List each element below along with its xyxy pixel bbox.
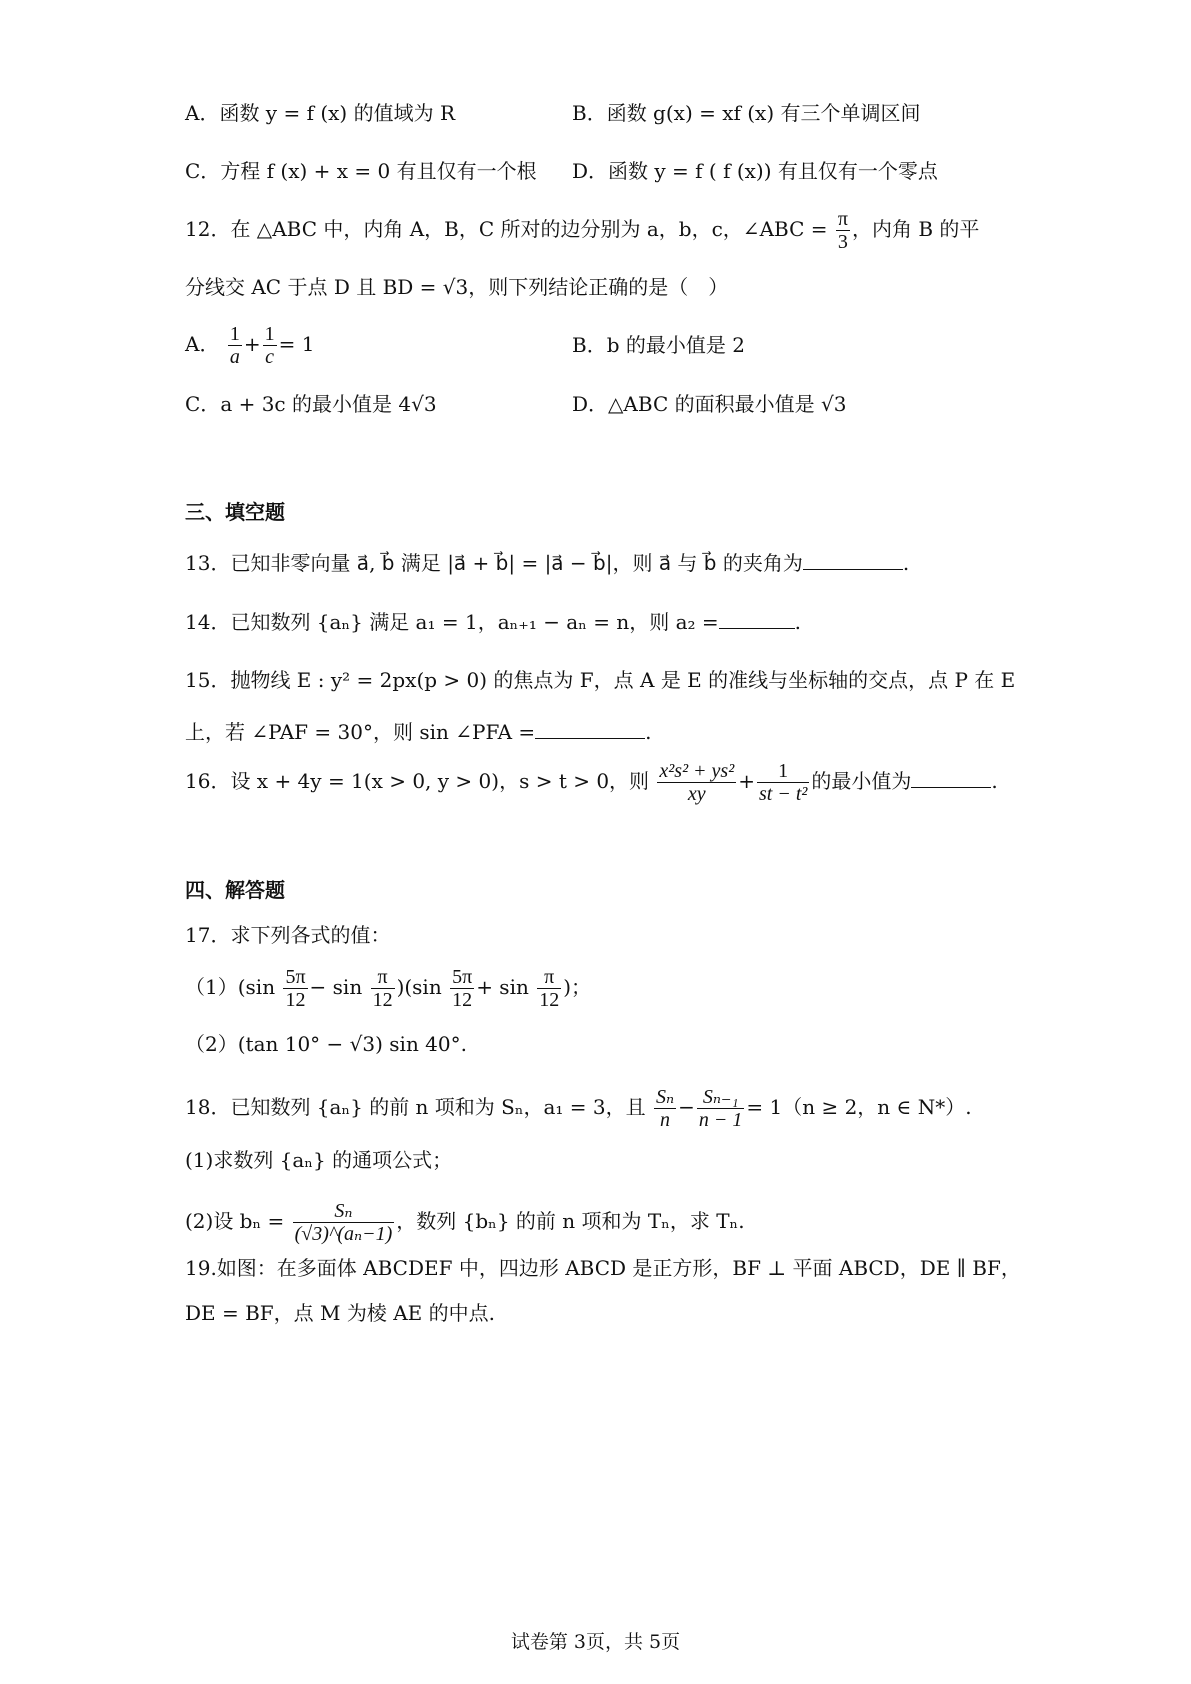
part-label: （2）: [185, 1032, 238, 1056]
plus-sign: +: [243, 332, 261, 356]
q12-stem-line2: 分线交 AC 于点 D 且 BD = √3，则下列结论正确的是（ ）: [185, 275, 729, 299]
fraction: [654, 1086, 676, 1131]
question-text: 已知数列 {aₙ} 的前 n 项和为 Sₙ，a₁ = 3，且: [230, 1095, 646, 1119]
question-text: ，数列 {bₙ} 的前 n 项和为 Tₙ，求 Tₙ.: [396, 1209, 745, 1233]
plus-sign: +: [738, 769, 755, 793]
option-label: C．: [185, 392, 221, 416]
option-text: 函数 g(x) = xf (x) 有三个单调区间: [606, 101, 921, 125]
q17-part2: [185, 1030, 467, 1058]
fraction: [757, 760, 809, 805]
fraction: [657, 760, 736, 805]
expr-text: − sin: [309, 975, 363, 999]
q19-line1: [185, 1254, 1021, 1282]
fraction-numerator: 1: [264, 323, 275, 345]
q19-line2: DE = BF，点 M 为棱 AE 的中点.: [185, 1301, 495, 1325]
question-number: 19.: [185, 1256, 217, 1280]
section-title: 三、填空题: [185, 500, 285, 524]
question-number: 18．: [185, 1095, 231, 1119]
expr-text: )；: [563, 975, 592, 999]
q11-option-c: [185, 157, 537, 185]
question-text: 求下列各式的值：: [230, 923, 391, 947]
period: .: [991, 769, 998, 793]
q16: [185, 760, 998, 805]
q18-stem: [185, 1086, 972, 1131]
option-text: b 的最小值是 2: [606, 333, 745, 357]
fraction-numerator: 5π: [452, 966, 473, 988]
fraction-numerator: x²s² + ys²: [659, 760, 735, 782]
fraction: [537, 966, 561, 1011]
fraction-numerator: Sₙ: [293, 1200, 395, 1223]
fraction-numerator: 1: [757, 760, 809, 783]
fraction-numerator: 5π: [285, 966, 306, 988]
option-text: a + 3c 的最小值是 4√3: [220, 392, 437, 416]
minus-sign: −: [678, 1095, 695, 1119]
part-label: （1）: [185, 975, 238, 999]
fraction-denominator: 12: [539, 989, 560, 1011]
period: .: [645, 720, 652, 744]
expr-text: (sin: [237, 975, 276, 999]
fraction-denominator: 12: [372, 989, 393, 1011]
fraction: [293, 1200, 395, 1245]
question-number: 16．: [185, 769, 231, 793]
fraction-numerator: Sₙ₋₁: [697, 1086, 745, 1109]
answer-blank: [719, 608, 795, 629]
q11-option-a: [185, 99, 455, 127]
q17-part1: [185, 966, 591, 1011]
option-label: D．: [572, 392, 609, 416]
question-text: = 1（n ≥ 2，n ∈ N*）.: [746, 1095, 972, 1119]
option-text: 方程 f (x) + x = 0 有且仅有一个根: [220, 159, 537, 183]
option-text: 函数 y = f ( f (x)) 有且仅有一个零点: [608, 159, 938, 183]
equation-tail: = 1: [278, 332, 315, 356]
q12-stem-line1: [185, 208, 979, 253]
question-text: (2)设 bₙ =: [185, 1209, 285, 1233]
period: .: [794, 610, 802, 634]
fraction-denominator: c: [265, 346, 275, 368]
stem-text: 在 △ABC 中，内角 A，B，C 所对的边分别为 a，b，c，∠ABC =: [230, 217, 828, 241]
fraction-denominator: a: [229, 346, 240, 368]
page-footer: 试卷第 3页，共 5页: [510, 1631, 681, 1653]
option-text: △ABC 的面积最小值是 √3: [608, 392, 847, 416]
fraction: [228, 323, 242, 368]
question-number: 15．: [185, 668, 231, 692]
fraction-denominator: 12: [452, 989, 473, 1011]
question-number: 14．: [185, 610, 231, 634]
fraction-denominator: n − 1: [698, 1109, 743, 1131]
answer-blank: [911, 767, 991, 788]
q18-part1: (1)求数列 {aₙ} 的通项公式；: [185, 1148, 453, 1172]
q15-line2: [185, 718, 652, 746]
q12-option-b: [572, 331, 745, 359]
question-text: 抛物线 E : y² = 2px(p > 0) 的焦点为 F，点 A 是 E 的准线与坐标轴的交点，点 P 在 E: [230, 668, 1016, 692]
option-label: B．: [572, 333, 607, 357]
q17-stem: [185, 921, 390, 949]
q11-option-d: [572, 157, 938, 185]
answer-blank: [535, 718, 645, 739]
fraction-denominator: n: [660, 1109, 671, 1131]
period: .: [902, 551, 910, 575]
angle-fraction: [836, 208, 850, 253]
fraction-denominator: 3: [837, 231, 848, 253]
fraction-numerator: π: [371, 966, 395, 989]
question-text: 已知数列 {aₙ} 满足 a₁ = 1，aₙ₊₁ − aₙ = n，则 a₂ =: [230, 610, 719, 634]
q14: [185, 608, 801, 636]
question-text: 的最小值为: [811, 769, 912, 793]
q12-option-d: [572, 390, 846, 418]
fraction-denominator: xy: [687, 783, 706, 805]
option-text: 函数 y = f (x) 的值域为 R: [219, 101, 455, 125]
fraction: [371, 966, 395, 1011]
option-label: A．: [185, 332, 220, 356]
option-label: B．: [572, 101, 607, 125]
question-text: 如图：在多面体 ABCDEF 中，四边形 ABCD 是正方形，BF ⊥ 平面 ABCD，DE ∥ BF，: [216, 1256, 1021, 1280]
fraction-numerator: Sₙ: [656, 1086, 675, 1108]
fraction: [450, 966, 474, 1011]
q12-option-c: [185, 390, 437, 418]
question-number: 17．: [185, 923, 231, 947]
q13: [185, 549, 909, 577]
option-label: C．: [185, 159, 221, 183]
option-label: D．: [572, 159, 609, 183]
q15-line1: [185, 666, 1015, 694]
section-title: 四、解答题: [185, 878, 285, 902]
fraction: [283, 966, 307, 1011]
answer-blank: [803, 549, 903, 570]
fraction: [263, 323, 277, 368]
expr-text: (tan 10° − √3) sin 40°.: [237, 1032, 467, 1056]
question-number: 13．: [185, 551, 231, 575]
q11-option-b: [572, 99, 921, 127]
fraction-numerator: 1: [229, 323, 240, 345]
stem-text: ，内角 B 的平: [851, 217, 980, 241]
question-text: 上，若 ∠PAF = 30°，则 sin ∠PFA =: [185, 720, 536, 744]
question-text: 设 x + 4y = 1(x > 0, y > 0)，s > t > 0，则: [230, 769, 650, 793]
question-text: 已知非零向量 a⃗, b⃗ 满足 |a⃗ + b⃗| = |a⃗ − b⃗|，则 a⃗ 与 b⃗ 的夹角为: [230, 551, 803, 575]
fraction-denominator: 12: [285, 989, 306, 1011]
expr-text: + sin: [476, 975, 529, 999]
q18-part2: [185, 1200, 745, 1245]
fraction-denominator: (√3)^(aₙ−1): [294, 1223, 393, 1245]
q12-option-a: [185, 323, 314, 368]
fraction-denominator: st − t²: [758, 783, 808, 805]
option-label: A．: [185, 101, 220, 125]
question-number: 12．: [185, 217, 231, 241]
expr-text: )(sin: [396, 975, 442, 999]
fraction-numerator: π: [837, 208, 848, 230]
fraction: [697, 1086, 745, 1131]
fraction-numerator: π: [537, 966, 561, 989]
